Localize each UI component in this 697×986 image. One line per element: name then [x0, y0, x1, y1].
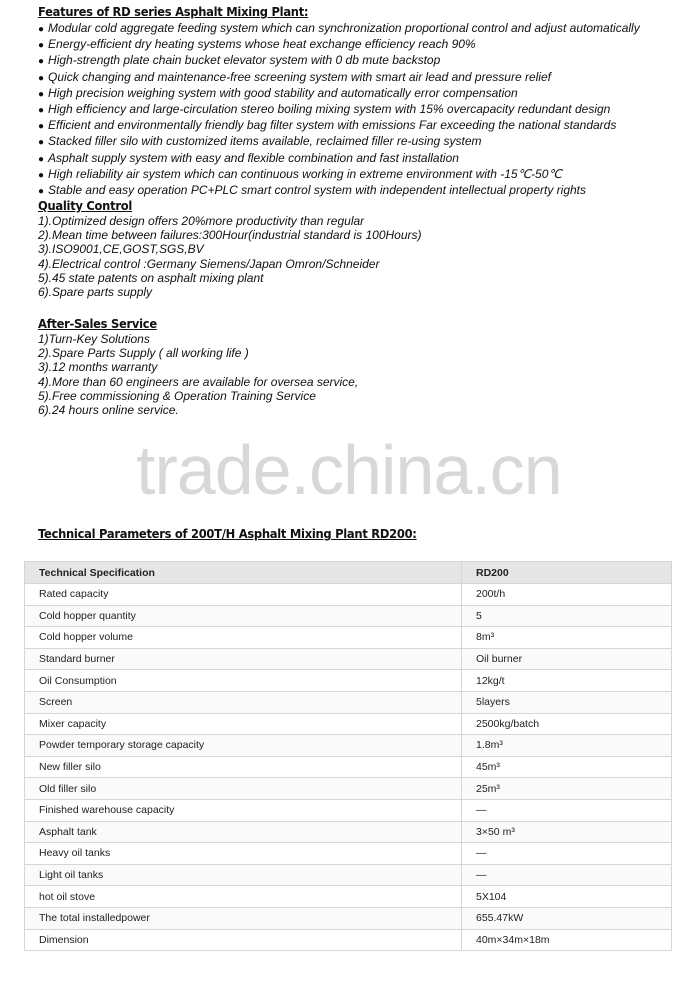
bullet-icon: ●	[38, 88, 45, 100]
bullet-icon: ●	[38, 40, 45, 52]
bullet-icon: ●	[38, 186, 45, 198]
list-item: 4).More than 60 engineers are available for oversea service,	[38, 374, 359, 389]
table-row	[25, 584, 672, 606]
spec-name: Finished warehouse capacity	[25, 799, 462, 821]
quality-list	[38, 214, 422, 299]
list-item: 4).Electrical control :Germany Siemens/Japan Omron/Schneider	[38, 256, 380, 271]
spec-value: 5layers	[462, 691, 672, 713]
spec-name: Cold hopper quantity	[25, 605, 462, 627]
spec-table	[24, 561, 672, 951]
spec-value: —	[462, 799, 672, 821]
table-row	[25, 670, 672, 692]
list-item: 5).Free commissioning & Operation Training Service	[38, 388, 316, 403]
list-item: ● Stacked filler silo with customized items available, reclaimed filler re-using system	[38, 134, 482, 149]
table-row	[25, 886, 672, 908]
table-row	[25, 778, 672, 800]
spec-name: hot oil stove	[25, 886, 462, 908]
list-item: ● High-strength plate chain bucket elevator system with 0 db mute backstop	[38, 53, 441, 68]
spec-value: 200t/h	[462, 584, 672, 606]
table-row	[25, 735, 672, 757]
watermark: trade.china.cn	[136, 431, 562, 509]
table-row	[25, 843, 672, 865]
spec-value: 1.8m³	[462, 735, 672, 757]
spec-name: Standard burner	[25, 648, 462, 670]
spec-value: 3×50 m³	[462, 821, 672, 843]
list-item: ● Asphalt supply system with easy and flexible combination and fast installation	[38, 150, 459, 165]
tech-heading: Technical Parameters of 200T/H Asphalt Mixing Plant RD200:	[38, 526, 417, 541]
table-row	[25, 713, 672, 735]
spec-name: Light oil tanks	[25, 864, 462, 886]
list-item: ● Efficient and environmentally friendly bag filter system with emissions Far exceeding the national standards	[38, 118, 617, 133]
table-row	[25, 821, 672, 843]
spec-value: 2500kg/batch	[462, 713, 672, 735]
list-item: 3).12 months warranty	[38, 360, 158, 375]
list-item: ● High precision weighing system with good stability and automatically error compensation	[38, 85, 518, 100]
quality-heading: Quality Control	[38, 198, 133, 213]
list-item: 2).Spare Parts Supply ( all working life )	[38, 346, 249, 361]
list-item: 6).24 hours online service.	[38, 403, 179, 418]
bullet-icon: ●	[38, 72, 45, 84]
list-item: ● Stable and easy operation PC+PLC smart control system with independent intellectual property rights	[38, 183, 587, 198]
after-sales-list	[38, 332, 358, 417]
list-item: 3).ISO9001,CE,GOST,SGS,BV	[38, 242, 204, 257]
spec-value: 655.47kW	[462, 907, 672, 929]
bullet-icon: ●	[38, 153, 45, 165]
list-item: ● Quick changing and maintenance-free screening system with smart air lead and pressure relief	[38, 69, 551, 84]
column-header-spec: Technical Specification	[25, 562, 462, 584]
bullet-icon: ●	[38, 105, 45, 117]
spec-name: Mixer capacity	[25, 713, 462, 735]
spec-name: Old filler silo	[25, 778, 462, 800]
table-row	[25, 627, 672, 649]
spec-name: Dimension	[25, 929, 462, 951]
spec-value: —	[462, 864, 672, 886]
spec-value: 40m×34m×18m	[462, 929, 672, 951]
table-row	[25, 929, 672, 951]
spec-value: 45m³	[462, 756, 672, 778]
after-sales-heading: After-Sales Service	[38, 316, 157, 331]
table-row	[25, 605, 672, 627]
list-item: 2).Mean time between failures:300Hour(industrial standard is 100Hours)	[38, 228, 422, 243]
table-row	[25, 864, 672, 886]
bullet-icon: ●	[38, 56, 45, 68]
table-row	[25, 648, 672, 670]
list-item: ● Energy-efficient dry heating systems whose heat exchange efficiency reach 90%	[38, 37, 476, 52]
list-item: 6).Spare parts supply	[38, 285, 153, 300]
spec-name: Oil Consumption	[25, 670, 462, 692]
table-row	[25, 756, 672, 778]
list-item: 5).45 state patents on asphalt mixing plant	[38, 270, 264, 285]
spec-value: 12kg/t	[462, 670, 672, 692]
table-row	[25, 799, 672, 821]
list-item: 1)Turn-Key Solutions	[38, 332, 150, 346]
table-header-row	[25, 562, 672, 584]
features-heading: Features of RD series Asphalt Mixing Plant:	[38, 4, 309, 19]
spec-value: 5X104	[462, 886, 672, 908]
spec-value: Oil burner	[462, 648, 672, 670]
spec-name: Asphalt tank	[25, 821, 462, 843]
spec-name: Rated capacity	[25, 584, 462, 606]
spec-name: Cold hopper volume	[25, 627, 462, 649]
bullet-icon: ●	[38, 169, 45, 181]
spec-name: Powder temporary storage capacity	[25, 735, 462, 757]
column-header-model: RD200	[462, 562, 672, 584]
bullet-icon: ●	[38, 24, 45, 35]
spec-value: —	[462, 843, 672, 865]
features-list	[38, 21, 640, 199]
spec-name: New filler silo	[25, 756, 462, 778]
table-row	[25, 691, 672, 713]
list-item: ● High efficiency and large-circulation stereo boiling mixing system with 15% overcapacity redundant design	[38, 102, 611, 117]
spec-value: 8m³	[462, 627, 672, 649]
spec-name: The total installedpower	[25, 907, 462, 929]
bullet-icon: ●	[38, 121, 45, 133]
list-item: 1).Optimized design offers 20%more productivity than regular	[38, 214, 365, 228]
list-item: ● High reliability air system which can continuous working in extreme environment with -15℃-50℃	[38, 166, 562, 181]
spec-value: 25m³	[462, 778, 672, 800]
spec-name: Heavy oil tanks	[25, 843, 462, 865]
list-item: ● Modular cold aggregate feeding system which can synchronization proportional control and adjust automatically	[38, 21, 640, 35]
table-row	[25, 907, 672, 929]
spec-value: 5	[462, 605, 672, 627]
bullet-icon: ●	[38, 137, 45, 149]
spec-name: Screen	[25, 691, 462, 713]
